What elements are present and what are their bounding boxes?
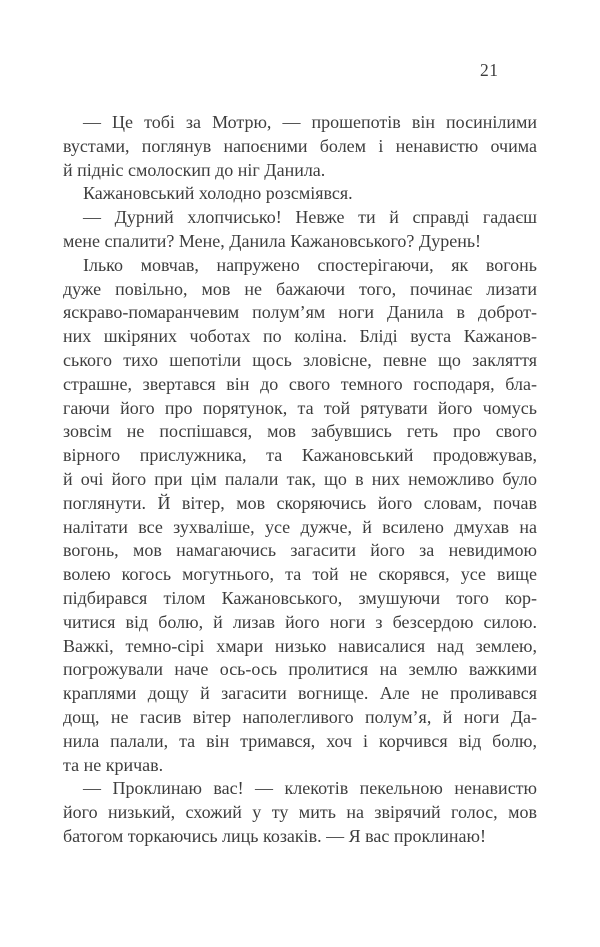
paragraph [63, 111, 537, 182]
text-line: вогонь, мов намагаючись загасити його за невидимою [63, 540, 537, 561]
paragraph [63, 206, 537, 254]
text-line: читися від болю, й лизав його ноги з безсердою силою. [63, 611, 537, 632]
text-line: поглянути. Й вітер, мов скоряючись його словам, почав [63, 492, 537, 513]
text-line: дощ, не гасив вітер наполегливого полум’я, й ноги Да- [63, 706, 537, 727]
text-line: страшне, звертався він до свого темного господаря, бла- [63, 373, 537, 394]
text-line: яскраво-помаранчевим полум’ям ноги Данила в доброт- [63, 302, 537, 323]
text-line: зовсім не поспішався, мов забувшись геть про свого [63, 421, 537, 442]
text-line: — Проклинаю вас! — клекотів пекельною ненавистю [83, 778, 537, 799]
page-number: 21 [480, 60, 499, 80]
text-line: та не кричав. [63, 754, 164, 775]
text-line: мене спалити? Мене, Данила Кажановського? Дурень! [63, 230, 482, 251]
text-line: підбирався тілом Кажановського, змушуючи того кор- [63, 587, 537, 608]
text-line: налітати все зухваліше, усе дужче, й всилено дмухав на [63, 516, 537, 537]
text-line: Важкі, темно-сірі хмари низько нависалися над землею, [63, 635, 537, 656]
text-line: волею когось могутнього, та той не скорявся, усе вище [63, 564, 537, 585]
text-line: Кажановський холодно розсміявся. [83, 183, 353, 204]
text-line: краплями дощу й загасити вогнище. Але не проливався [63, 683, 537, 704]
text-line: ського тихо шепотіли щось зловісне, певне що закляття [63, 349, 537, 370]
text-block [63, 111, 537, 849]
paragraph [63, 777, 537, 848]
text-line: батогом торкаючись лиць козаків. — Я вас проклинаю! [63, 825, 486, 846]
paragraph [63, 254, 537, 778]
text-line: й підніс смолоскип до ніг Данила. [63, 159, 326, 180]
text-line: — Дурний хлопчисько! Невже ти й справді гадаєш [83, 207, 537, 228]
text-line: вустами, поглянув напоєними болем і ненавистю очима [63, 135, 537, 156]
paragraph [63, 182, 537, 206]
text-line: гаючи його про порятунок, та той рятувати його чомусь [63, 397, 537, 418]
text-line: його низький, схожий у ту мить на звірячий голос, мов [63, 802, 537, 823]
text-line: Ілько мовчав, напружено спостерігаючи, як вогонь [83, 254, 537, 275]
text-line: вірного прислужника, та Кажановський продовжував, [63, 445, 537, 466]
text-line: погрожували наче ось-ось пролитися на землю важкими [63, 659, 537, 680]
text-line: — Це тобі за Мотрю, — прошепотів він посинілими [83, 112, 537, 132]
text-line: дуже повільно, мов не бажаючи того, починає лизати [63, 278, 537, 299]
text-line: нила палали, та він тримався, хоч і корчився від болю, [63, 730, 537, 751]
text-line: й очі його при цім палали так, що в них неможливо було [63, 468, 537, 489]
text-line: них шкіряних чоботах по коліна. Бліді вуста Кажанов- [63, 326, 537, 347]
